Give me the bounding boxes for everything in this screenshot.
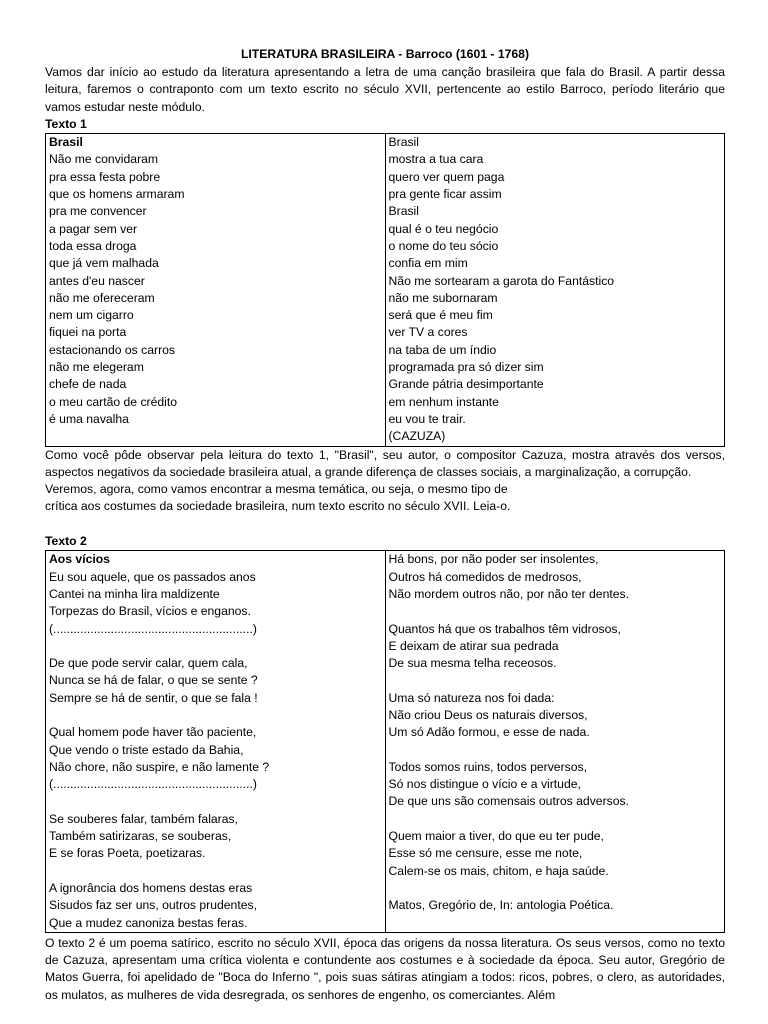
texto2-title: Aos vícios xyxy=(49,552,110,567)
texto1-table xyxy=(45,133,725,446)
document-title: LITERATURA BRASILEIRA - Barroco (1601 - 1768) xyxy=(240,47,530,61)
poem-line: Que vendo o triste estado da Bahia, xyxy=(49,742,244,757)
stanza xyxy=(389,621,722,673)
stanza xyxy=(49,655,382,707)
poem-line: (CAZUZA) xyxy=(388,429,446,444)
poem-line: eu vou te trair. xyxy=(388,411,466,426)
poem-line: pra me convencer xyxy=(49,204,147,219)
poem-line: Calem-se os mais, chitom, e haja saúde. xyxy=(388,863,609,878)
intro-paragraph: Vamos dar início ao estudo da literatura apresentando a letra de uma canção brasileira que fala do Brasil. A partir dessa leitura, faremos o contraponto com um texto escrito no século XVII, pertencente ao estilo Barroco, período literário que vamos estudar neste módulo. xyxy=(45,65,725,114)
poem-line: Só nos distingue o vício e a virtude, xyxy=(388,777,581,792)
poem-line: Todos somos ruins, todos perversos, xyxy=(388,759,587,774)
poem-line: (...........................................................) xyxy=(49,777,257,792)
texto2-right-column xyxy=(385,551,725,933)
stanza-gap xyxy=(389,880,722,897)
poem-line: Uma só natureza nos foi dada: xyxy=(388,690,555,705)
stanza xyxy=(389,759,722,811)
stanza xyxy=(49,569,382,638)
poem-line: Eu sou aquele, que os passados anos xyxy=(49,569,256,584)
texto2-label: Texto 2 xyxy=(45,534,87,549)
texto1-label: Texto 1 xyxy=(45,116,87,131)
poem-line: antes d'eu nascer xyxy=(49,273,145,288)
poem-line: programada pra só dizer sim xyxy=(388,360,544,375)
poem-line: Brasil xyxy=(388,204,419,219)
poem-line: o meu cartão de crédito xyxy=(49,394,178,409)
transition-line-2: crítica aos costumes da sociedade brasileira, num texto escrito no século XVII. Leia-o. xyxy=(45,499,511,514)
stanza-gap xyxy=(389,672,722,689)
poem-line: Não chore, não suspire, e não lamente ? xyxy=(49,759,270,774)
poem-line: toda essa droga xyxy=(49,238,137,253)
poem-line: é uma navalha xyxy=(49,411,129,426)
poem-line: em nenhum instante xyxy=(388,394,499,409)
poem-line: que os homens armaram xyxy=(49,187,185,202)
poem-line: Outros há comedidos de medrosos, xyxy=(388,569,582,584)
analysis1-paragraph: Como você pôde observar pela leitura do texto 1, "Brasil", seu autor, o compositor Cazuza, mostra através dos versos, aspectos negativos da sociedade brasileira atual, a grande diferença de classes sociais, a marginalização, a corrupção. xyxy=(45,447,725,479)
poem-line: Um só Adão formou, e esse de nada. xyxy=(388,725,590,740)
stanza-gap xyxy=(389,811,722,828)
poem-line: Não me convidaram xyxy=(49,152,159,167)
stanza xyxy=(49,811,382,863)
texto2-left-stanzas xyxy=(49,569,382,932)
poem-line: E se foras Poeta, poetizaras. xyxy=(49,846,206,861)
poem-line: nem um cigarro xyxy=(49,308,134,323)
poem-line: Sisudos faz ser uns, outros prudentes, xyxy=(49,898,257,913)
poem-line: Não criou Deus os naturais diversos, xyxy=(388,707,588,722)
poem-line: será que é meu fim xyxy=(388,308,493,323)
stanza-gap xyxy=(49,793,382,810)
poem-line: Cantei na minha lira maldizente xyxy=(49,586,220,601)
stanza xyxy=(389,690,722,742)
poem-line: confia em mim xyxy=(388,256,468,271)
poem-line: não me subornaram xyxy=(388,290,498,305)
poem-line: A ignorância dos homens destas eras xyxy=(49,880,253,895)
poem-line: não me ofereceram xyxy=(49,290,155,305)
poem-line: Grande pátria desimportante xyxy=(388,377,544,392)
stanza xyxy=(49,724,382,793)
texto1-right-column xyxy=(385,134,725,446)
poem-line: Torpezas do Brasil, vícios e enganos. xyxy=(49,604,251,619)
texto1-right-lines xyxy=(389,134,722,445)
poem-line: Nunca se há de falar, o que se sente ? xyxy=(49,673,258,688)
poem-line: que já vem malhada xyxy=(49,256,159,271)
poem-line: Se souberes falar, também falaras, xyxy=(49,811,239,826)
stanza-gap xyxy=(389,603,722,620)
poem-line: Quem maior a tiver, do que eu ter pude, xyxy=(388,829,604,844)
poem-line: E deixam de atirar sua pedrada xyxy=(388,638,559,653)
poem-line: a pagar sem ver xyxy=(49,221,138,236)
poem-line: Que a mudez canoniza bestas feras. xyxy=(49,915,248,930)
poem-line: Qual homem pode haver tão paciente, xyxy=(49,725,257,740)
poem-line: Esse só me censure, esse me note, xyxy=(388,846,583,861)
poem-line: pra essa festa pobre xyxy=(49,169,161,184)
texto1-title: Brasil xyxy=(49,135,83,150)
stanza xyxy=(49,880,382,932)
poem-line: Também satirizaras, se souberas, xyxy=(49,829,232,844)
spacer xyxy=(45,516,725,533)
poem-line: pra gente ficar assim xyxy=(388,187,502,202)
poem-line: ver TV a cores xyxy=(388,325,468,340)
texto2-table xyxy=(45,550,725,933)
texto1-left-column xyxy=(46,134,386,446)
poem-line: não me elegeram xyxy=(49,360,144,375)
poem-line: Quantos há que os trabalhos têm vidrosos, xyxy=(388,621,621,636)
poem-line: estacionando os carros xyxy=(49,342,176,357)
poem-line: Brasil xyxy=(388,135,419,150)
poem-line: De sua mesma telha receosos. xyxy=(388,656,557,671)
poem-line: chefe de nada xyxy=(49,377,127,392)
poem-line: fiquei na porta xyxy=(49,325,127,340)
transition-line-1: Veremos, agora, como vamos encontrar a mesma temática, ou seja, o mesmo tipo de xyxy=(45,482,508,497)
poem-line: Não me sortearam a garota do Fantástico xyxy=(388,273,615,288)
stanza-gap xyxy=(389,742,722,759)
poem-line: Matos, Gregório de, In: antologia Poética. xyxy=(388,898,614,913)
poem-line: quero ver quem paga xyxy=(388,169,505,184)
document-page xyxy=(45,44,725,1004)
stanza-gap xyxy=(49,707,382,724)
poem-line: na taba de um índio xyxy=(388,342,497,357)
stanza-gap xyxy=(49,863,382,880)
stanza xyxy=(389,897,722,914)
poem-line: mostra a tua cara xyxy=(388,152,484,167)
poem-line: Há bons, por não poder ser insolentes, xyxy=(388,552,599,567)
poem-line: De que pode servir calar, quem cala, xyxy=(49,656,248,671)
poem-line: qual é o teu negócio xyxy=(388,221,499,236)
poem-line: De que uns são comensais outros adversos. xyxy=(388,794,629,809)
stanza xyxy=(389,551,722,603)
analysis2-paragraph: O texto 2 é um poema satírico, escrito no século XVII, época das origens da nossa literatura. Os seus versos, como no texto de Cazuza, apresentam uma crítica violenta e contundente aos costumes e à sociedade da época. Seu autor, Gregório de Matos Guerra, foi apelidado de "Boca do Inferno ", pois suas sátiras atingiam a todos: ricos, pobres, o clero, as autoridades, os mulatos, as mulheres de vida desregrada, os senhores de engenho, os comerciantes. Além xyxy=(45,935,725,1002)
stanza-gap xyxy=(49,638,382,655)
texto1-left-lines xyxy=(49,151,382,428)
poem-line: Sempre se há de sentir, o que se fala ! xyxy=(49,690,258,705)
texto2-left-column xyxy=(46,551,386,933)
poem-line: (...........................................................) xyxy=(49,621,257,636)
stanza xyxy=(389,828,722,880)
texto2-right-stanzas xyxy=(389,551,722,914)
poem-line: Não mordem outros não, por não ter dentes. xyxy=(388,586,630,601)
poem-line: o nome do teu sócio xyxy=(388,238,499,253)
